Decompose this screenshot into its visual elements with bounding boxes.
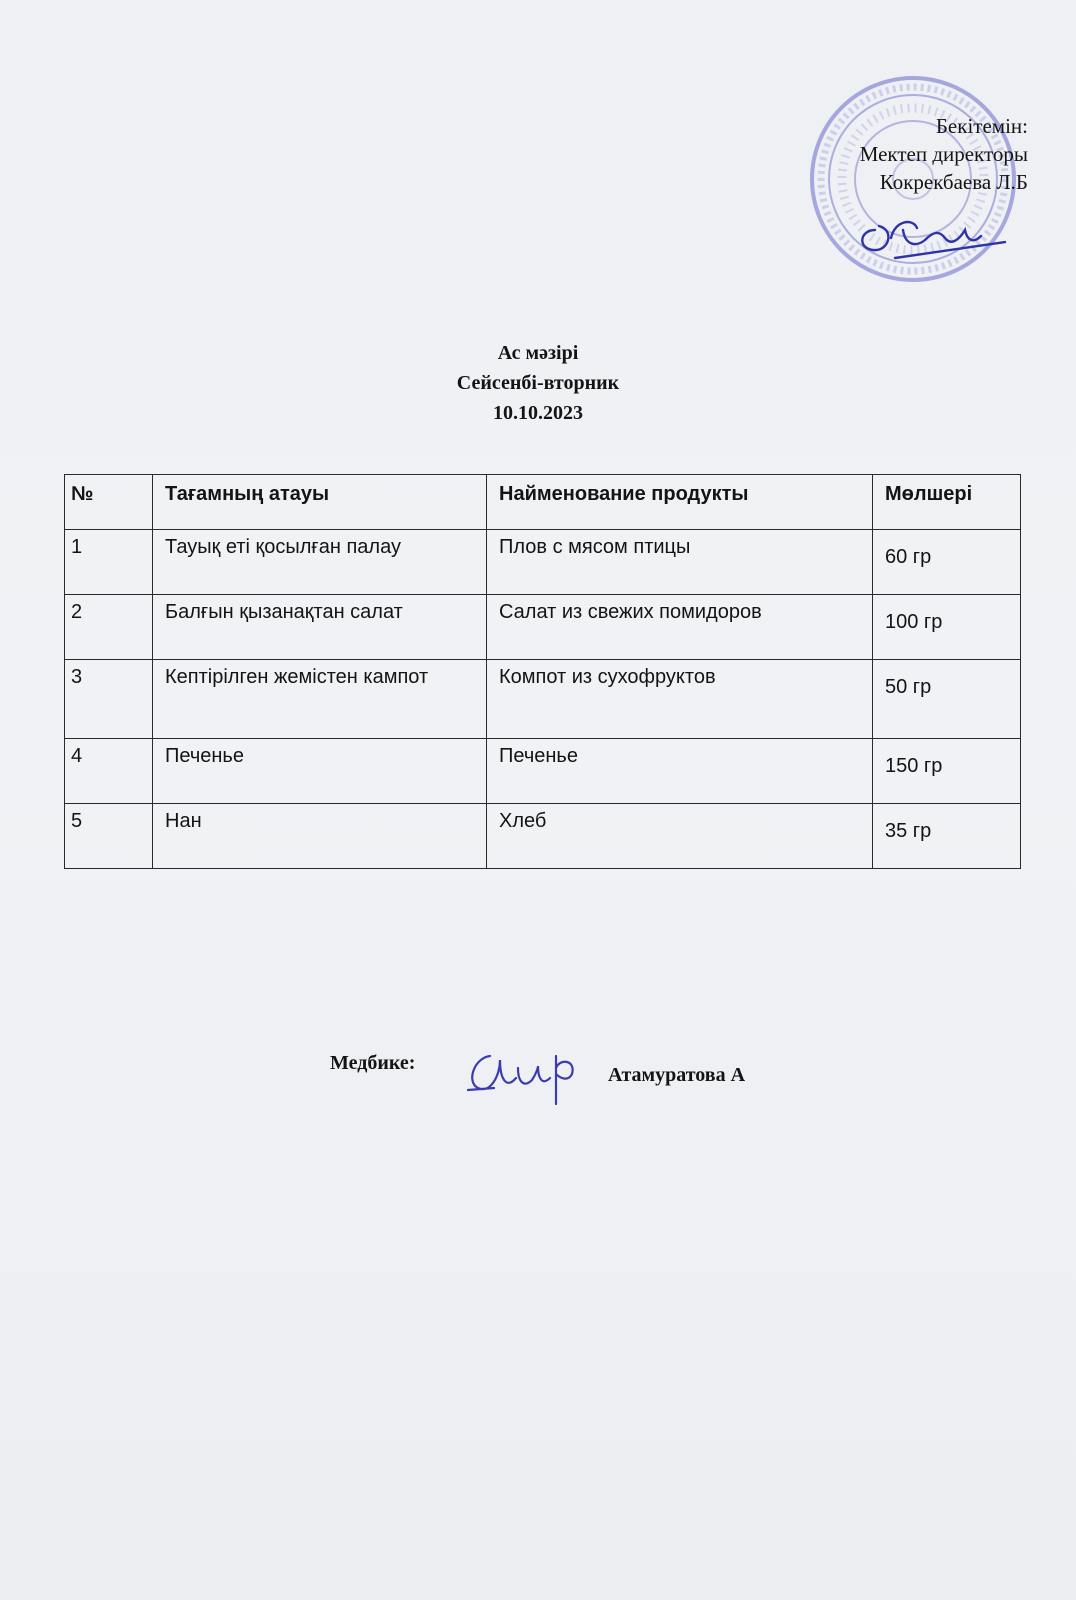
quantity: 60 гр — [873, 530, 1021, 595]
table-row — [65, 804, 1021, 869]
approval-director-name: Кокрекбаева Л.Б — [879, 170, 1028, 194]
product-name-ru: Хлеб — [487, 804, 873, 869]
menu-date: 10.10.2023 — [493, 402, 583, 424]
row-number: 5 — [65, 804, 153, 869]
nurse-signature-line — [330, 1052, 850, 1102]
quantity: 100 гр — [873, 595, 1021, 660]
product-name-ru: Компот из сухофруктов — [487, 660, 873, 739]
dish-name-kz: Кептірілген жемістен кампот — [153, 660, 487, 739]
table-row — [65, 660, 1021, 739]
dish-name-kz: Печенье — [153, 739, 487, 804]
dish-name-kz: Балғын қызанақтан салат — [153, 595, 487, 660]
nurse-signature — [460, 1038, 590, 1108]
dish-name-kz: Тауық еті қосылған палау — [153, 530, 487, 595]
product-name-ru: Плов с мясом птицы — [487, 530, 873, 595]
table-row — [65, 530, 1021, 595]
row-number: 4 — [65, 739, 153, 804]
table-header-row — [65, 475, 1021, 530]
header-number: № — [65, 475, 153, 530]
approval-heading: Бекітемін: — [935, 114, 1028, 138]
row-number: 2 — [65, 595, 153, 660]
menu-heading: Ас мәзірі — [497, 342, 579, 364]
quantity: 50 гр — [873, 660, 1021, 739]
approval-block — [788, 112, 1028, 196]
row-number: 1 — [65, 530, 153, 595]
header-product-name-ru: Найменование продукты — [487, 475, 873, 530]
menu-table — [64, 474, 1021, 869]
weekday-heading: Сейсенбі-вторник — [456, 372, 620, 394]
header-quantity: Мөлшері — [873, 475, 1021, 530]
table-row — [65, 595, 1021, 660]
row-number: 3 — [65, 660, 153, 739]
director-signature — [855, 200, 1015, 270]
nurse-name: Атамуратова А — [608, 1064, 746, 1086]
approval-position: Мектеп директоры — [859, 142, 1028, 166]
dish-name-kz: Нан — [153, 804, 487, 869]
header-dish-name-kz: Тағамның атауы — [153, 475, 487, 530]
table-row — [65, 739, 1021, 804]
product-name-ru: Печенье — [487, 739, 873, 804]
document-title — [0, 338, 1076, 428]
quantity: 150 гр — [873, 739, 1021, 804]
quantity: 35 гр — [873, 804, 1021, 869]
product-name-ru: Салат из свежих помидоров — [487, 595, 873, 660]
nurse-label: Медбике: — [330, 1052, 416, 1074]
